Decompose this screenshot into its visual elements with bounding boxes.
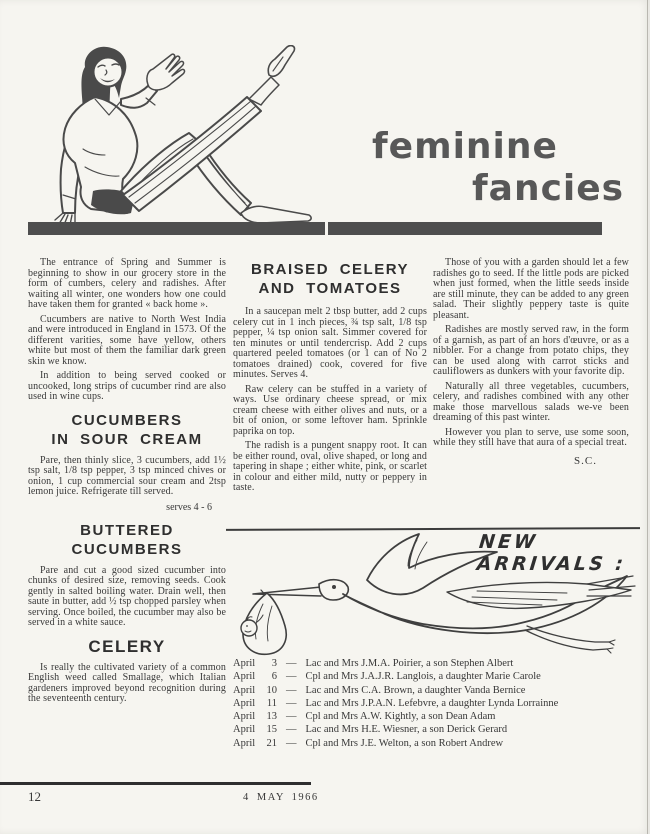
dash-separator: —: [286, 711, 297, 723]
bench-bar-gap: [325, 222, 328, 235]
column-middle: [233, 258, 427, 498]
birth-text: Lac and Mrs H.E. Wiesner, a son Derick Gerard: [305, 724, 508, 736]
birth-announcement: [233, 670, 635, 683]
serves-note: serves 4 - 6: [166, 501, 212, 513]
recipe-heading-buttered-cucumbers: BUTTERED CUCUMBERS: [71, 521, 183, 558]
heading-line: AND TOMATOES: [258, 280, 402, 297]
recipe-heading-cucumbers-in-sour-cream: [28, 411, 226, 449]
birth-announcement: [233, 697, 635, 710]
birth-month: April: [233, 671, 256, 683]
birth-month: April: [233, 684, 256, 696]
footer-date: 4 MAY 1966: [243, 792, 319, 803]
recipe-text: Pare and cut a good sized cucumber into chunks of desired size, removing seeds. Cook gently in salted boiling water. Drain well, then saute in butter, add ½ tsp chopped parsley when serving. Once boiled, the cucumber may also be served in a white sauce.: [28, 564, 226, 628]
footer-rule: [0, 782, 311, 785]
birth-announcement: [233, 723, 635, 736]
bench-bar: [28, 222, 602, 235]
paragraph: Naturally all three vegetables, cucumbers, celery, and radishes combined with any other make those marvellous salads we-ve been dreaming of this past winter.: [433, 380, 629, 423]
birth-text: Cpl and Mrs J.A.J.R. Langlois, a daughter Marie Carole: [305, 671, 541, 683]
heading-line: BRAISED CELERY: [251, 261, 409, 278]
birth-announcement: [233, 684, 635, 697]
author-initials: S.C.: [574, 454, 597, 467]
paragraph: The radish is a pungent snappy root. It can be either round, oval, olive shaped, or long and tapering in shape ; either white, pink, or scarlet in colour and either mild, nutty or peppery in taste.: [233, 440, 427, 493]
paragraph: The entrance of Spring and Summer is beginning to show in our grocery store in the form of cumbers, celery and radishes. After waiting all winter, one wonders how one could have taken them for granted « back home ».: [28, 257, 226, 310]
page-title-line2: fancies: [472, 168, 625, 209]
scan-edge-line: [647, 0, 648, 834]
birth-day: 15: [266, 724, 277, 736]
birth-text: Lac and Mrs C.A. Brown, a daughter Vanda Bernice: [305, 684, 526, 696]
section-heading-celery: CELERY: [88, 636, 166, 656]
dash-separator: —: [286, 671, 297, 683]
birth-month: April: [233, 724, 256, 736]
birth-month: April: [233, 658, 256, 669]
paragraph: Those of you with a garden should let a few radishes go to seed. If the little pods are picked when just formed, when the little seeds inside are still minute, they can be added to any green salad. Their slightly peppery taste is quite pleasant.: [433, 257, 629, 321]
dash-separator: —: [286, 737, 297, 749]
birth-month: April: [233, 737, 256, 749]
birth-month: April: [233, 711, 256, 723]
footer-page-number: 12: [28, 789, 41, 804]
dash-separator: —: [286, 724, 297, 736]
birth-day: 6: [271, 671, 277, 683]
birth-day: 3: [271, 658, 277, 669]
birth-text: Cpl and Mrs J.E. Welton, a son Robert Andrew: [305, 737, 504, 749]
birth-month: April: [233, 697, 256, 709]
recipe-heading-braised-celery-and-tomatoes: [233, 260, 427, 298]
masthead: [372, 126, 625, 209]
birth-announcement: [233, 737, 635, 750]
paragraph: Cucumbers are native to North West India and were introduced in England in 1573. Of the different varities, some have yellow, others white but most of them the familiar dark green skin we know.: [28, 313, 226, 367]
column-left: [28, 258, 226, 709]
birth-text: Cpl and Mrs A.W. Kightly, a son Dean Adam: [305, 711, 496, 723]
new-arrivals-heading: NEW ARRIVALS :: [475, 531, 628, 575]
heading-line: CUCUMBERS: [71, 411, 183, 429]
page-title-line1: feminine: [372, 126, 558, 167]
heading-line: IN SOUR CREAM: [51, 430, 203, 448]
birth-day: 21: [266, 737, 277, 749]
recipe-text: In a saucepan melt 2 tbsp butter, add 2 cups celery cut in 1 inch pieces, ¾ tsp salt, 1/8 tsp pepper, ¼ tsp onion salt. Simmer covered for ten minutes or until tendercrisp. Add 2 cups quartered peeled tomatoes (or 1 can of No 2 tomatoes drained) cook, covered for five minutes. Serves 4.: [233, 306, 427, 380]
birth-text: Lac and Mrs J.P.A.N. Lefebvre, a daughter Lynda Lorrainne: [305, 697, 559, 709]
birth-day: 13: [266, 711, 277, 723]
dash-separator: —: [286, 697, 297, 709]
recipe-text: Pare, then thinly slice, 3 cucumbers, add 1½ tsp salt, 1/8 tsp pepper, 3 tsp minced chives or onion, 1 cup commercial sour cream and 2tsp lemon juice. Refrigerate till served.: [28, 454, 226, 497]
paragraph: In addition to being served cooked or uncooked, long strips of cucumber rind are also used in wine cups.: [28, 370, 226, 402]
birth-day: 10: [266, 684, 277, 696]
dash-separator: —: [286, 684, 297, 696]
paragraph: Is really the cultivated variety of a common English weed called Smallage, which Italian gardeners improved beyond recognition during the seventeenth century.: [28, 661, 226, 704]
birth-day: 11: [266, 697, 277, 709]
births-list: [233, 657, 635, 750]
column-right: [433, 258, 629, 467]
paragraph: Radishes are mostly served raw, in the form of a garnish, as part of an hors d'œuvre, or as a nibbler. For a change from potato chips, they can be used along with carrot sticks and cauliflowers as dunkers with your favorite dip.: [433, 324, 629, 377]
birth-announcement: [233, 710, 635, 723]
paragraph: Raw celery can be stuffed in a variety of ways. Use ordinary cheese spread, or mix cream cheese with either olives and nuts, or a bit of onion, or some leftover ham. Sprinkle paprika on top.: [233, 383, 427, 437]
woman-exercising-illustration: [25, 45, 335, 235]
birth-text: Lac and Mrs J.M.A. Poirier, a son Stephen Albert: [305, 658, 514, 669]
birth-announcement: [233, 657, 635, 670]
stork-with-baby-illustration: [226, 532, 638, 662]
paragraph: However you plan to serve, use some soon, while they still have that aura of a special treat.: [433, 426, 629, 448]
dash-separator: —: [286, 658, 297, 669]
